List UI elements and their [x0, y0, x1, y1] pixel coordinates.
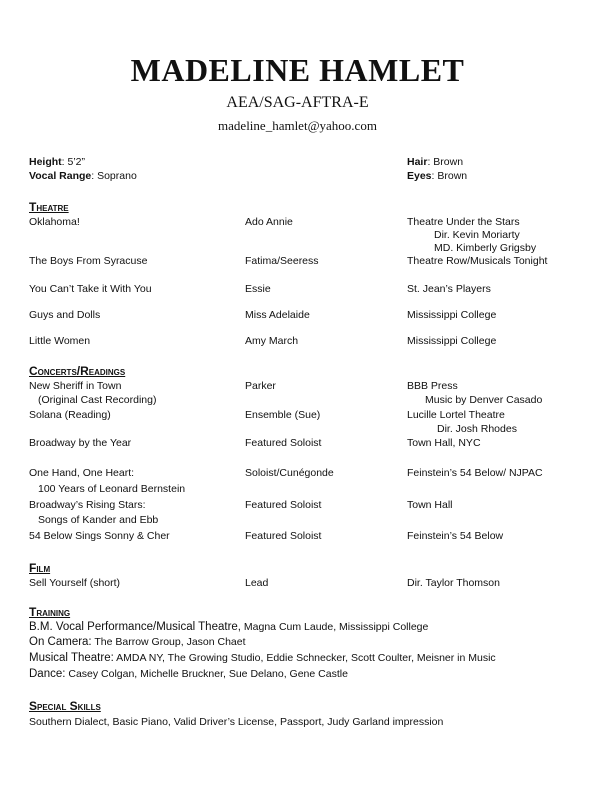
credit-venue: Feinstein’s 54 Below	[407, 530, 504, 542]
credit-venue: Mississippi College	[407, 309, 497, 321]
training-item	[29, 636, 246, 648]
credit-title: Sell Yourself (short)	[29, 577, 121, 589]
credit-role: Featured Soloist	[245, 499, 322, 511]
credit-title: You Can’t Take it With You	[29, 283, 152, 295]
credit-title: Solana (Reading)	[29, 409, 111, 421]
credit-title: Broadway by the Year	[29, 437, 132, 449]
training-detail: Casey Colgan, Michelle Bruckner, Sue Delano, Gene Castle	[65, 668, 348, 680]
credit-venue: Feinstein’s 54 Below/ NJPAC	[407, 467, 543, 479]
credit-role: Featured Soloist	[245, 530, 322, 542]
credit-subtitle: (Original Cast Recording)	[38, 394, 157, 406]
skills-list: Southern Dialect, Basic Piano, Valid Driver’s License, Passport, Judy Garland impression	[29, 716, 444, 728]
credit-venue: Theatre Under the Stars	[407, 216, 520, 228]
credit-subtitle: Songs of Kander and Ebb	[38, 514, 159, 526]
height-label: Height	[29, 156, 62, 168]
eyes-stat	[407, 170, 467, 182]
credit-role: Essie	[245, 283, 271, 295]
credit-note: Music by Denver Casado	[425, 394, 543, 406]
credit-note: MD. Kimberly Grigsby	[434, 242, 537, 254]
credit-role: Lead	[245, 577, 269, 589]
credit-title: Guys and Dolls	[29, 309, 101, 321]
hair-stat	[407, 156, 463, 168]
credit-title: New Sheriff in Town	[29, 380, 122, 392]
credit-note: Dir. Josh Rhodes	[437, 423, 517, 435]
credit-venue: Dir. Taylor Thomson	[407, 577, 500, 589]
training-item	[29, 668, 348, 680]
credit-venue: Town Hall	[407, 499, 453, 511]
training-label: Dance:	[29, 668, 66, 680]
training-item	[29, 652, 496, 664]
credit-subtitle: 100 Years of Leonard Bernstein	[38, 483, 186, 495]
credit-title: Broadway’s Rising Stars:	[29, 499, 146, 511]
eyes-label: Eyes	[407, 170, 432, 182]
credit-title: The Boys From Syracuse	[29, 255, 148, 267]
credit-role: Ado Annie	[245, 216, 293, 228]
credit-role: Fatima/Seeress	[245, 255, 319, 267]
height-value: : 5’2”	[61, 156, 86, 168]
credit-role: Parker	[245, 380, 276, 392]
credit-title: One Hand, One Heart:	[29, 467, 135, 479]
credit-note: Dir. Kevin Moriarty	[434, 229, 520, 241]
credit-role: Ensemble (Sue)	[245, 409, 321, 421]
credit-venue: Theatre Row/Musicals Tonight	[407, 255, 548, 267]
credit-venue: Town Hall, NYC	[407, 437, 481, 449]
vocal-label: Vocal Range	[29, 170, 92, 182]
vocal-value: : Soprano	[91, 170, 137, 182]
eyes-value: : Brown	[431, 170, 468, 182]
credit-role: Amy March	[245, 335, 299, 347]
credit-venue: Lucille Lortel Theatre	[407, 409, 505, 421]
credit-role: Miss Adelaide	[245, 309, 310, 321]
training-detail: The Barrow Group, Jason Chaet	[91, 636, 246, 648]
training-item	[29, 621, 428, 633]
section-heading-theatre: Theatre	[29, 200, 69, 214]
credit-title: Oklahoma!	[29, 216, 80, 228]
training-label: B.M. Vocal Performance/Musical Theatre,	[29, 621, 241, 633]
page-title: MADELINE HAMLET	[130, 52, 465, 88]
hair-label: Hair	[407, 156, 428, 168]
section-heading-skills: Special Skills	[29, 699, 101, 713]
credit-title: 54 Below Sings Sonny & Cher	[29, 530, 170, 542]
credit-role: Featured Soloist	[245, 437, 322, 449]
section-heading-film: Film	[29, 561, 51, 575]
training-detail: Magna Cum Laude, Mississippi College	[241, 621, 429, 633]
vocal-range-stat	[29, 170, 137, 182]
training-detail: AMDA NY, The Growing Studio, Eddie Schnecker, Scott Coulter, Meisner in Music	[113, 652, 496, 664]
training-label: On Camera:	[29, 636, 92, 648]
credit-title: Little Women	[29, 335, 91, 347]
union-affiliation: AEA/SAG-AFTRA-E	[226, 94, 369, 111]
height-stat	[29, 156, 85, 168]
credit-venue: Mississippi College	[407, 335, 497, 347]
section-heading-concerts: Concerts/Readings	[29, 364, 126, 378]
hair-value: : Brown	[427, 156, 464, 168]
section-heading-training: Training	[29, 605, 71, 619]
credit-venue: BBB Press	[407, 380, 458, 392]
credit-venue: St. Jean’s Players	[407, 283, 491, 295]
training-label: Musical Theatre:	[29, 652, 114, 664]
email-link[interactable]: madeline_hamlet@yahoo.com	[218, 118, 377, 133]
credit-role: Soloist/Cunégonde	[245, 467, 334, 479]
